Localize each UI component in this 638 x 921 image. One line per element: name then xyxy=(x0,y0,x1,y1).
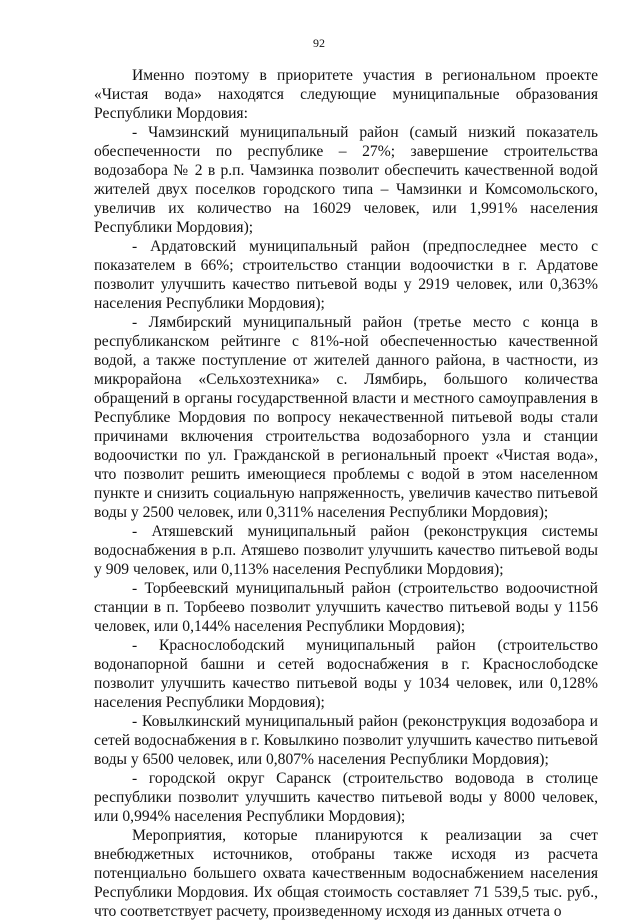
body-text xyxy=(94,66,598,921)
atyashevsky-district-item: - Атяшевский муниципальный район (реконструкция системы водоснабжения в р.п. Атяшево позволит улучшить качество питьевой воды у 909 человек, или 0,113% населения Республики Мордовия); xyxy=(94,523,598,578)
ardatovsky-district-item: - Ардатовский муниципальный район (предпоследнее место с показателем в 66%; строительство станции водоочистки в г. Ардатове позволит улучшить качество питьевой воды у 2919 человек, или 0,363% населения Республики Мордовия); xyxy=(94,238,598,312)
lyambirsky-district-item: - Лямбирский муниципальный район (третье место с конца в республиканском рейтинге с 81%-ной обеспеченностью качественной водой, а также поступление от жителей данного района, в частности, из микрорайона «Сельхозтехника» с. Лямбирь, большого количества обращений в органы государственной власти и местного самоуправления в Республике Мордовия по вопросу некачественной питьевой воды стали причинами включения строительства водозаборного узла и станции водоочистки по ул. Гражданской в региональный проект «Чистая вода», что позволит решить имеющиеся проблемы с водой в этом населенном пункте и снизить социальную напряженность, увеличив качество питьевой воды у 2500 человек, или 0,311% населения Республики Мордовия); xyxy=(94,314,598,521)
intro-paragraph: Именно поэтому в приоритете участия в региональном проекте «Чистая вода» находятся следующие муниципальные образования Республики Мордовия: xyxy=(94,67,598,122)
saransk-urban-district-item: - городской округ Саранск (строительство водовода в столице республики позволит улучшить качество питьевой воды у 8000 человек, или 0,994% населения Республики Мордовия); xyxy=(94,770,598,825)
chamzinsky-district-item: - Чамзинский муниципальный район (самый низкий показатель обеспеченности по республике – 27%; завершение строительства водозабора № 2 в р.п. Чамзинка позволит обеспечить качественной водой жителей двух поселков городского типа – Чамзинки и Комсомольского, увеличив их количество на 16029 человек, или 1,991% населения Республики Мордовия); xyxy=(94,124,598,236)
kovylkinsky-district-item: - Ковылкинский муниципальный район (реконструкция водозабора и сетей водоснабжения в г. Ковылкино позволит улучшить качество питьевой воды у 6500 человек, или 0,807% населения Республики Мордовия); xyxy=(94,713,598,768)
torbeevsky-district-item: - Торбеевский муниципальный район (строительство водоочистной станции в п. Торбеево позволит улучшить качество питьевой воды у 1156 человек, или 0,144% населения Республики Мордовия); xyxy=(94,580,598,635)
page-number: 92 xyxy=(313,36,325,50)
extrabudgetary-measures-paragraph: Мероприятия, которые планируются к реализации за счет внебюджетных источников, отобраны также исходя из расчета потенциально большего охвата качественным водоснабжением населения Республики Мордовия. Их общая стоимость составляет 71 539,5 тыс. руб., что соответствует расчету, произведенному исходя из данных отчета о xyxy=(94,827,598,920)
krasnoslobodsky-district-item: - Краснослободский муниципальный район (строительство водонапорной башни и сетей водоснабжения в г. Краснослободске позволит улучшить качество питьевой воды у 1034 человек, или 0,128% населения Республики Мордовия); xyxy=(94,637,598,711)
